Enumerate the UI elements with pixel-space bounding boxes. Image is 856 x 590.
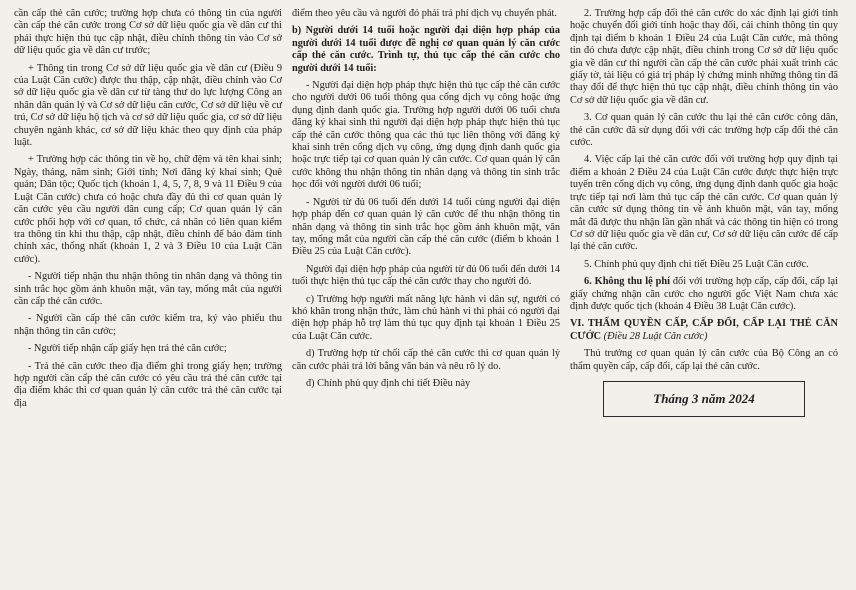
paragraph: - Người tiếp nhận cấp giấy hẹn trả thẻ căn cước; <box>28 343 227 355</box>
paragraph: 4. Việc cấp lại thẻ căn cước đối với trường hợp quy định tại điểm a khoản 2 Điều 24 của Luật Căn cước được thực hiện trực tuyến trên cổng dịch vụ công, ứng dụng định danh quốc gia hoặc trực tiếp tại nơi làm thủ tục cấp thẻ căn cước. Cơ quan quản lý căn cước sử dụng thông tin về ảnh khuôn mặt, vân tay, mống mắt đã được thu nhận lần gần nhất và các thông tin hiện có trong Cơ sở dữ liệu quốc gia về dân cư, Cơ sở dữ liệu căn cước để cấp lại thẻ căn cước. <box>570 154 838 253</box>
paragraph: + Thông tin trong Cơ sở dữ liệu quốc gia về dân cư (Điều 9 của Luật Căn cước) được thu thập, cập nhật, điều chỉnh vào Cơ sở dữ liệu quốc gia về dân cư từ tàng thư do lực lượng Công an nhân dân quản lý và Cơ sở dữ liệu căn cước, Cơ sở dữ liệu về cư trú, Cơ sở dữ liệu hộ tịch và cơ sở dữ liệu quốc gia, cơ sở dữ liệu chuyên ngành khác, cơ sở dữ liệu khác theo quy định của pháp luật. <box>14 62 282 149</box>
paragraph: 5. Chính phủ quy định chi tiết Điều 25 Luật Căn cước. <box>584 258 809 270</box>
paragraph: + Trường hợp các thông tin về họ, chữ đệm và tên khai sinh; Ngày, tháng, năm sinh; Giới tính; Nơi đăng ký khai sinh; Quê quán; Dân tộc; Quốc tịch (khoản 1, 4, 5, 7, 8, 9 và 11 Điều 9 của Luật Căn cước) chưa có hoặc chưa đầy đủ thì cơ quan quản lý căn cước yêu cầu người dân cung cấp; Cơ quan quản lý căn cước phối hợp với cơ quan, tổ chức, cá nhân có liên quan kiểm tra thông tin khi thu thập, cập nhật, điều chỉnh để bảo đảm tính chính xác, thống nhất (khoản 1, 2 và 3 Điều 10 của Luật Căn cước). <box>14 154 282 265</box>
column-3 <box>570 8 838 590</box>
paragraph <box>570 276 838 313</box>
paragraph: đ) Chính phủ quy định chi tiết Điều này <box>306 377 471 389</box>
emphasis-text: 6. Không thu lệ phí <box>584 276 670 288</box>
section-title-text: VI. THẨM QUYỀN CẤP, CẤP ĐỔI, CẤP LẠI THẺ CĂN CƯỚC <box>570 318 838 342</box>
date-box <box>603 381 805 417</box>
date-text: Tháng 3 năm 2024 <box>653 390 755 406</box>
paragraph: 2. Trường hợp cấp đổi thẻ căn cước do xác định lại giới tính hoặc chuyển đổi giới tính hoặc thay đổi, cải chính thông tin quy định tại điểm b khoản 1 Điều 24 của Luật Căn cước, mà thông tin đó chưa được cập nhật, điều chỉnh trong Cơ sở dữ liệu quốc gia về dân cư thì người cần cấp thẻ căn cước phải xuất trình các giấy tờ, tài liệu có giá trị pháp lý chứng minh những thông tin đã thay đổi để thực hiện thủ tục cập nhật, điều chỉnh thông tin vào Cơ sở dữ liệu quốc gia về dân cư. <box>570 8 838 106</box>
paragraph: c) Trường hợp người mất năng lực hành vi dân sự, người có khó khăn trong nhận thức, làm chủ hành vi thì phải có người đại diện hợp pháp hỗ trợ làm thủ tục quy định tại khoản 1 Điều 25 của Luật Căn cước. <box>292 293 560 342</box>
section-heading-b: b) Người dưới 14 tuổi hoặc người đại diện hợp pháp của người dưới 14 tuổi được đề nghị cơ quan quản lý căn cước cấp thẻ căn cước. Trình tự, thủ tục cấp thẻ căn cước cho người dưới 14 tuổi: <box>292 25 560 74</box>
section-reference: (Điều 28 Luật Căn cước) <box>601 330 708 342</box>
paragraph: d) Trường hợp từ chối cấp thẻ căn cước thì cơ quan quản lý căn cước phải trả lời bằng văn bản và nêu rõ lý do. <box>292 348 560 372</box>
paragraph: - Trả thẻ căn cước theo địa điểm ghi trong giấy hẹn; trường hợp người cần cấp thẻ căn cước có yêu cầu trả thẻ căn cước tại địa điểm khác thì cơ quan quản lý căn cước trả thẻ căn cước tại địa <box>14 360 282 409</box>
column-1 <box>14 8 282 590</box>
section-title <box>570 318 838 343</box>
paragraph: điểm theo yêu cầu và người đó phải trả phí dịch vụ chuyển phát. <box>292 8 557 19</box>
paragraph: - Người tiếp nhận thu nhận thông tin nhân dạng và thông tin sinh trắc học gồm ảnh khuôn mặt, vân tay, mống mắt của người cần cấp thẻ căn cước. <box>14 271 282 307</box>
column-2 <box>292 8 560 590</box>
paragraph: cần cấp thẻ căn cước; trường hợp chưa có thông tin của người cần cấp thẻ căn cước trong Cơ sở dữ liệu quốc gia về dân cư thì phải thực hiện thủ tục cập nhật, điều chỉnh thông tin vào Cơ sở dữ liệu quốc gia về dân cư trước; <box>14 8 282 57</box>
paragraph: 3. Cơ quan quản lý căn cước thu lại thẻ căn cước công dân, thẻ căn cước đã sử dụng đối với các trường hợp cấp đổi thẻ căn cước. <box>570 112 838 149</box>
paragraph: - Người đại diện hợp pháp thực hiện thủ tục cấp thẻ căn cước cho người dưới 06 tuổi thông qua cổng dịch vụ công hoặc ứng dụng định danh quốc gia. Trường hợp người dưới 06 tuổi chưa đăng ký khai sinh thì người đại diện hợp pháp thực hiện thủ tục cấp thẻ căn cước thông qua các thủ tục liên thông với đăng ký khai sinh trên cổng dịch vụ công, ứng dụng định danh quốc gia hoặc trực tiếp tại cơ quan quản lý căn cước. Cơ quan quản lý căn cước không thu nhận thông tin nhân dạng và thông tin sinh trắc học đối với người dưới 06 tuổi; <box>292 80 560 191</box>
paragraph: - Người cần cấp thẻ căn cước kiểm tra, ký vào phiếu thu nhận thông tin căn cước; <box>14 313 282 337</box>
paragraph: Thủ trưởng cơ quan quản lý căn cước của Bộ Công an có thẩm quyền cấp, cấp đổi, cấp lại thẻ căn cước. <box>570 348 838 372</box>
paragraph-text: đối với trường hợp cấp, cấp đổi, cấp lại giấy chứng nhận căn cước cho người gốc Việt Nam chưa xác định được quốc tịch (khoản 4 Điều 38 Luật Căn cước). <box>570 276 838 312</box>
paragraph: - Người từ đủ 06 tuổi đến dưới 14 tuổi cùng người đại diện hợp pháp đến cơ quan quản lý căn cước để thu nhận thông tin nhân dạng và thông tin sinh trắc học gồm ảnh khuôn mặt, vân tay, mống mắt của người cần cấp thẻ căn cước (điểm b khoản 1 Điều 25 của Luật Căn cước). <box>292 196 560 258</box>
paragraph: Người đại diện hợp pháp của người từ đủ 06 tuổi đến dưới 14 tuổi thực hiện thủ tục cấp thẻ căn cước thay cho người đó. <box>292 263 560 288</box>
